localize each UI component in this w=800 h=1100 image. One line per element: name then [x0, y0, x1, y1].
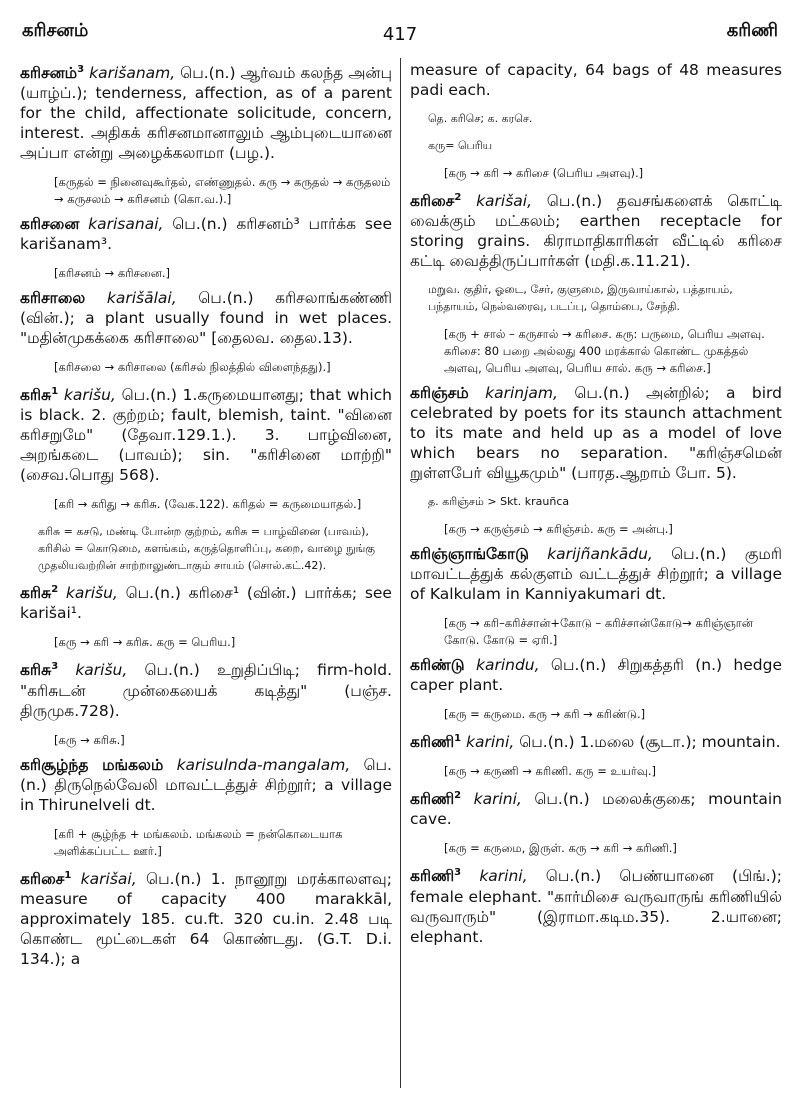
headword: கரிசை	[410, 192, 455, 211]
etymology: [கரு → கருஞ்சம் → கரிஞ்சம். கரு = அன்பு.]	[444, 522, 673, 537]
definition: பெ.(n.) 1. நானூறு மரக்காலளவு; measure of capacity 400 marakkāl, approximately 185. cu.ft. 320 cu.in. 2.48 படி கொண்ட மூட்டைகள் 64 கொண்டது. (G.T. D.i. 134.); a	[20, 869, 392, 968]
entry-note: கரு= பெரிய	[428, 139, 493, 152]
definition: பெ.(n.) தவசங்களைக் கொட்டி வைக்கும் மட்கலம்; earthen receptacle for storing grains. கிராமாதிகாரிகள் வீட்டில் கரிசை கட்டி வைத்திருப்பார்கள் (மதி.க.11.21).	[410, 192, 782, 271]
etymology: [கரு → கரி–கரிச்சான்+கோடு – கரிச்சான்கோடு→ கரிஞ்ஞான் கோடு. கோடு = ஏரி.]	[444, 616, 753, 648]
dictionary-entry	[410, 60, 782, 133]
transliteration: karini,	[479, 867, 528, 886]
entry-note: த. கரிஞ்சம் > Skt. krauñca	[428, 495, 570, 509]
entry-note: மறுவ. குதிர், ஓடை, சேர், குளுமை, இருவாய்கால், பத்தாயம், பந்தாயம், நெல்வரைவு, படப்பு, தொம்பை, சேந்தி.	[428, 283, 733, 314]
definition: பெ.(n.) ஆர்வம் கலந்த அன்பு (யாழ்ப்.); tenderness, affection, as of a parent for the child, affectionate solicitude, concern, interest. அதிகக் கரிசனமானாலும் ஆம்புடையானை அப்பா என்று அழைக்கலாமா (பழ.).	[20, 64, 392, 163]
transliteration: karišālai,	[106, 289, 177, 308]
headword: கரிசு	[20, 386, 52, 405]
headword: கரிசாலை	[20, 289, 86, 308]
etymology: [கரிசலை → கரிசாலை (கரிசல் நிலத்தில் விளைந்தது).]	[54, 360, 331, 375]
homograph-number: 1	[454, 733, 462, 745]
entry-note: தெ. கரிசெ; க. கரசெ.	[428, 112, 533, 125]
transliteration: karišu,	[63, 386, 116, 405]
left-column	[20, 60, 392, 1090]
headword: கரிஞ்ஞாங்கோடு	[410, 545, 529, 564]
dictionary-entry	[410, 516, 782, 544]
dictionary-entry	[410, 729, 782, 786]
headword: கரிசனம்	[20, 64, 78, 83]
etymology: [கரு → கருணி → கரிணி. கரு = உயர்வு.]	[444, 764, 656, 779]
transliteration: karišai,	[80, 869, 137, 888]
definition: பெ.(n.) அன்றில்; a bird celebrated by poets for its staunch attachment to its mate and held up as a model of love which bears no separation. "கரிஞ்சமென் றுள்ளபேர் வியூகமும்" (பாரத.ஆறாம் போ. 5).	[410, 384, 782, 483]
entry-body	[410, 544, 782, 604]
transliteration: karini,	[473, 790, 522, 809]
homograph-number: 3	[77, 64, 85, 75]
dictionary-entry	[20, 382, 392, 580]
entry-body	[410, 655, 782, 695]
entry-body	[410, 383, 782, 483]
entry-note: கரிசு = கசடு, மண்டி போன்ற குற்றம், கரிசு = பாழ்வினை (பாவம்), கரிசில் = கொடுமை, களங்கம், கருத்தொளிப்பு, கறை, வாழை நுங்கு முதலியவற்றின் சாற்றாலுண்டாகும் சாயம் (சொல்.கட்.42).	[38, 525, 376, 573]
headword: கரிணி	[410, 733, 455, 752]
definition: பெ.(n.) பெண்யானை (பிங்.); female elephant. "கார்மிசை வருவாருங் கரிணியில் வருவாரும்" (இராமா.கடிம.35). 2.யானை; elephant.	[410, 867, 782, 946]
homograph-number: 3	[51, 661, 59, 673]
transliteration: karišu,	[75, 661, 128, 680]
headword: கரிசனை	[20, 215, 80, 234]
transliteration: karišanam,	[89, 64, 176, 83]
dictionary-entry	[20, 657, 392, 754]
definition: பெ.(n.) சிறுகத்தரி (n.) hedge caper plant.	[410, 656, 782, 695]
header-right-guideword: கரிணி	[726, 20, 778, 41]
headword: கரிசு	[20, 584, 52, 603]
etymology: [கரு = கருமை. கரு → கரி → கரிண்டு.]	[444, 707, 646, 722]
definition: measure of capacity, 64 bags of 48 measures padi each.	[410, 61, 782, 99]
dictionary-entry	[20, 214, 392, 288]
etymology: [கரு → கரிசு.]	[54, 732, 125, 747]
entry-body	[20, 657, 392, 720]
homograph-number: 2	[51, 584, 59, 596]
etymology: [கரிசனம் → கரிசனை.]	[54, 266, 171, 281]
etymology: [கரு → கரி → கரிசை (பெரிய அளவு).]	[444, 166, 644, 180]
dictionary-entry	[410, 655, 782, 729]
headword: கரிணி	[410, 790, 455, 809]
dictionary-entry	[20, 580, 392, 657]
headword: கரிசை	[20, 869, 65, 888]
definition: பெ.(n.) 1.மலை (சூடா.); mountain.	[519, 733, 781, 752]
transliteration: karisanai,	[88, 215, 164, 234]
homograph-number: 1	[51, 386, 59, 398]
transliteration: karini,	[466, 733, 515, 752]
right-column	[410, 60, 782, 1090]
entry-body	[20, 382, 392, 485]
definition: பெ.(n.) 1.கருமையானது; that which is black. 2. குற்றம்; fault, blemish, taint. "வினை கரிசறுமே" (தேவா.129.1.). 3. பாழ்வினை, அறங்கடை (பாவம்); sin. "கரிசினை மாற்றி" (சைவ.பொது 568).	[20, 386, 392, 485]
page-number: 417	[382, 24, 418, 45]
transliteration: karindu,	[475, 656, 540, 675]
definition: பெ.(n.) கரிசை¹ (வின்.) பார்க்க; see karišai¹.	[20, 584, 392, 623]
definition: பெ.(n.) கரிசனம்³ பார்க்க see karišanam³.	[20, 215, 392, 254]
dictionary-entry	[410, 133, 782, 160]
dictionary-entry	[20, 288, 392, 382]
homograph-number: 3	[454, 867, 462, 879]
dictionary-entry	[20, 866, 392, 969]
homograph-number: 1	[64, 869, 72, 881]
dictionary-entry	[20, 60, 392, 214]
dictionary-entry	[410, 863, 782, 946]
header-left-guideword: கரிசனம்	[22, 20, 89, 41]
etymology: [கரு + சால் – கருசால் → கரிசை. கரு: பருமை, பெரிய அளவு. கரிசை: 80 பறை அல்லது 400 மரக்கால் கொண்ட முகத்தல் அளவு, பெரிய அளவு, பெரிய சால். கரு → கரிசை.]	[444, 327, 765, 376]
entry-body	[410, 786, 782, 829]
dictionary-entry	[410, 160, 782, 188]
definition: பெ.(n.) திருநெல்வேலி மாவட்டத்துச் சிற்றூர்; a village in Thirunelveli dt.	[20, 755, 392, 814]
dictionary-entry	[410, 321, 782, 383]
dictionary-entry	[410, 188, 782, 321]
entry-body	[20, 60, 392, 163]
transliteration: karijñankādu,	[547, 545, 653, 564]
dictionary-entry	[410, 786, 782, 863]
dictionary-entry	[410, 383, 782, 516]
dictionary-entry	[20, 755, 392, 866]
headword: கரிசு	[20, 661, 52, 680]
definition: பெ.(n.) மலைக்குகை; mountain cave.	[410, 790, 782, 829]
etymology: [கரு → கரி → கரிசு. கரு = பெரிய.]	[54, 635, 236, 650]
entry-body	[410, 729, 782, 752]
etymology: [கரி + சூழ்ந்த + மங்கலம். மங்கலம் = நன்கொடையாக அளிக்கப்பட்ட ஊர்.]	[54, 826, 343, 858]
headword: கரிசூழ்ந்த மங்கலம்	[20, 755, 164, 774]
homograph-number: 2	[454, 192, 462, 203]
headword: கரிண்டு	[410, 656, 465, 675]
entry-body	[410, 863, 782, 946]
transliteration: karišai,	[476, 192, 533, 211]
column-divider	[400, 58, 401, 1088]
homograph-number: 2	[454, 790, 462, 802]
etymology: [கருதல் = நினைவுகூர்தல், எண்ணுதல். கரு → கருதல் → கருதலம் → கருசலம் → கரிசனம் (கொ.வ.).]	[54, 175, 391, 207]
entry-body	[20, 214, 392, 254]
transliteration: karišu,	[65, 584, 118, 603]
entry-body	[20, 580, 392, 623]
entry-body	[410, 188, 782, 271]
headword: கரிஞ்சம்	[410, 384, 469, 403]
headword: கரிணி	[410, 867, 455, 886]
transliteration: karisulnda-mangalam,	[176, 755, 351, 774]
entry-body	[20, 755, 392, 815]
etymology: [கரு = கருமை, இருள். கரு → கரி → கரிணி.]	[444, 841, 677, 856]
etymology: [கரி → கரிது → கரிசு. (வேக.122). கரிதல் = கருமையாதல்.]	[54, 497, 362, 512]
definition: பெ.(n.) குமரி மாவட்டத்துக் கல்குளம் வட்டத்துச் சிற்றூர்; a village of Kalkulam in Kanniyakumari dt.	[410, 545, 782, 604]
entry-body	[20, 288, 392, 348]
definition: பெ.(n.) உறுதிப்பிடி; firm-hold. "கரிசுடன் முன்கையைக் கடித்து" (பஞ்ச. திருமுக.728).	[20, 661, 392, 720]
transliteration: karinjam,	[485, 384, 558, 403]
page-header	[22, 20, 778, 50]
dictionary-entry	[410, 544, 782, 655]
definition: பெ.(n.) கரிசலாங்கண்ணி (வின்.); a plant usually found in wet places. "மதின்முகக்கை கரிசாலை" [தைலவ. தைல.13).	[20, 289, 392, 348]
entry-body	[410, 60, 782, 100]
entry-body	[20, 866, 392, 969]
